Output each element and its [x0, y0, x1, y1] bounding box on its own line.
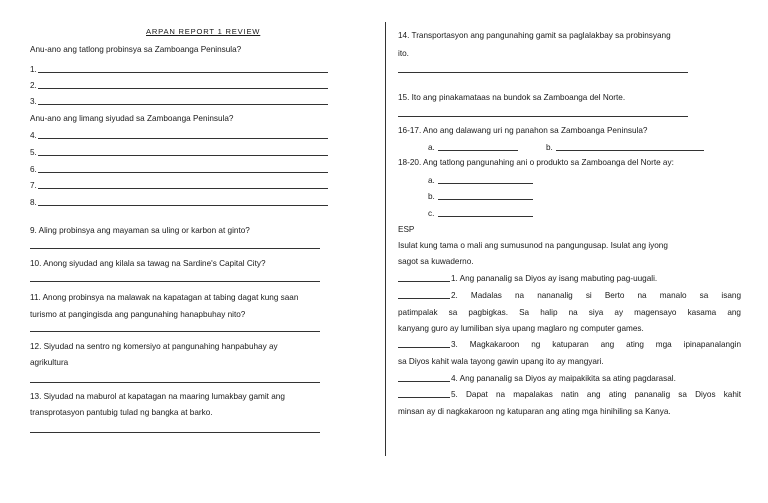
answer-line[interactable] [38, 188, 328, 189]
answer-line[interactable] [438, 150, 518, 151]
question-16-17: 16-17. Ano ang dalawang uri ng panahon sa Zamboanga Peninsula? [398, 126, 648, 135]
answer-line[interactable] [556, 150, 704, 151]
answer-line[interactable] [30, 281, 320, 282]
question-14-cont: ito. [398, 49, 409, 58]
answer-number: 6. [30, 165, 37, 174]
answer-number: 8. [30, 198, 37, 207]
answer-blank[interactable] [398, 347, 450, 348]
answer-number: 4. [30, 131, 37, 140]
answer-blank[interactable] [398, 281, 450, 282]
answer-line[interactable] [38, 172, 328, 173]
answer-blank[interactable] [398, 397, 450, 398]
answer-number: 3. [30, 97, 37, 106]
statement-2: 2. Madalas na nananalig si Berto na manalo sa isang [451, 291, 741, 300]
statement-1: 1. Ang pananalig sa Diyos ay isang mabuting pag-uugali. [451, 274, 658, 283]
answer-line[interactable] [398, 72, 688, 73]
answer-line[interactable] [38, 155, 328, 156]
statement-3: 3. Magkakaroon ng katuparan ang ating mga ipinapanalangin [451, 340, 741, 349]
answer-line[interactable] [38, 88, 328, 89]
statement-2-cont: kanyang guro ay lumiliban siya upang maglaro ng computer games. [398, 324, 644, 333]
option-label: a. [428, 176, 435, 185]
option-label: c. [428, 209, 435, 218]
question-13: 13. Siyudad na maburol at kapatagan na maaring lumakbay gamit ang [30, 392, 285, 401]
answer-line[interactable] [30, 432, 320, 433]
option-label: b. [428, 192, 435, 201]
answer-line[interactable] [438, 216, 533, 217]
answer-blank[interactable] [398, 298, 450, 299]
instructions: Isulat kung tama o mali ang sumusunod na pangungusap. Isulat ang iyong [398, 241, 668, 250]
answer-line[interactable] [38, 72, 328, 73]
section-heading: ESP [398, 225, 415, 234]
question-13-cont: transprotasyon pantubig tulad ng bangka at barko. [30, 408, 213, 417]
answer-line[interactable] [30, 382, 320, 383]
question-12: 12. Siyudad na sentro ng komersiyo at pangunahing hanpabuhay ay [30, 342, 278, 351]
question-provinces: Anu-ano ang tatlong probinsya sa Zamboanga Peninsula? [30, 45, 242, 54]
instructions-cont: sagot sa kuwaderno. [398, 257, 474, 266]
option-label: a. [428, 143, 435, 152]
question-14: 14. Transportasyon ang pangunahing gamit sa paglalakbay sa probinsyang [398, 31, 671, 40]
answer-line[interactable] [38, 104, 328, 105]
question-12-cont: agrikultura [30, 358, 69, 367]
option-label: b. [546, 143, 553, 152]
statement-2-cont: patimpalak sa pagbigkas. Sa halip na siya ay magensayo kasama ang [398, 308, 741, 317]
question-15: 15. Ito ang pinakamataas na bundok sa Zamboanga del Norte. [398, 93, 626, 102]
question-11: 11. Anong probinsya na malawak na kapatagan at tabing dagat kung saan [30, 293, 299, 302]
answer-number: 1. [30, 65, 37, 74]
answer-line[interactable] [398, 116, 688, 117]
question-11-cont: turismo at pangingisda ang pangunahing hanapbuhay nito? [30, 310, 246, 319]
answer-line[interactable] [438, 183, 533, 184]
statement-4: 4. Ang pananalig sa Diyos ay maipakikita sa ating pagdarasal. [451, 374, 676, 383]
answer-line[interactable] [38, 138, 328, 139]
question-cities: Anu-ano ang limang siyudad sa Zamboanga Peninsula? [30, 114, 234, 123]
statement-5: 5. Dapat na mapalakas natin ang ating pananalig sa Diyos kahit [451, 390, 741, 399]
column-divider [385, 22, 386, 456]
answer-line[interactable] [38, 205, 328, 206]
question-10: 10. Anong siyudad ang kilala sa tawag na Sardine's Capital City? [30, 259, 266, 268]
answer-line[interactable] [438, 199, 533, 200]
answer-number: 7. [30, 181, 37, 190]
answer-number: 2. [30, 81, 37, 90]
statement-3-cont: sa Diyos kahit wala tayong gawin upang ito ay mangyari. [398, 357, 604, 366]
answer-number: 5. [30, 148, 37, 157]
question-18-20: 18-20. Ang tatlong pangunahing ani o produkto sa Zamboanga del Norte ay: [398, 158, 674, 167]
worksheet-title: ARPAN REPORT 1 REVIEW [146, 27, 261, 36]
answer-line[interactable] [30, 248, 320, 249]
answer-line[interactable] [30, 331, 320, 332]
answer-blank[interactable] [398, 381, 450, 382]
statement-5-cont: minsan ay di nagkakaroon ng katuparan ang ating mga hinihiling sa Kanya. [398, 407, 671, 416]
question-9: 9. Aling probinsya ang mayaman sa uling or karbon at ginto? [30, 226, 250, 235]
